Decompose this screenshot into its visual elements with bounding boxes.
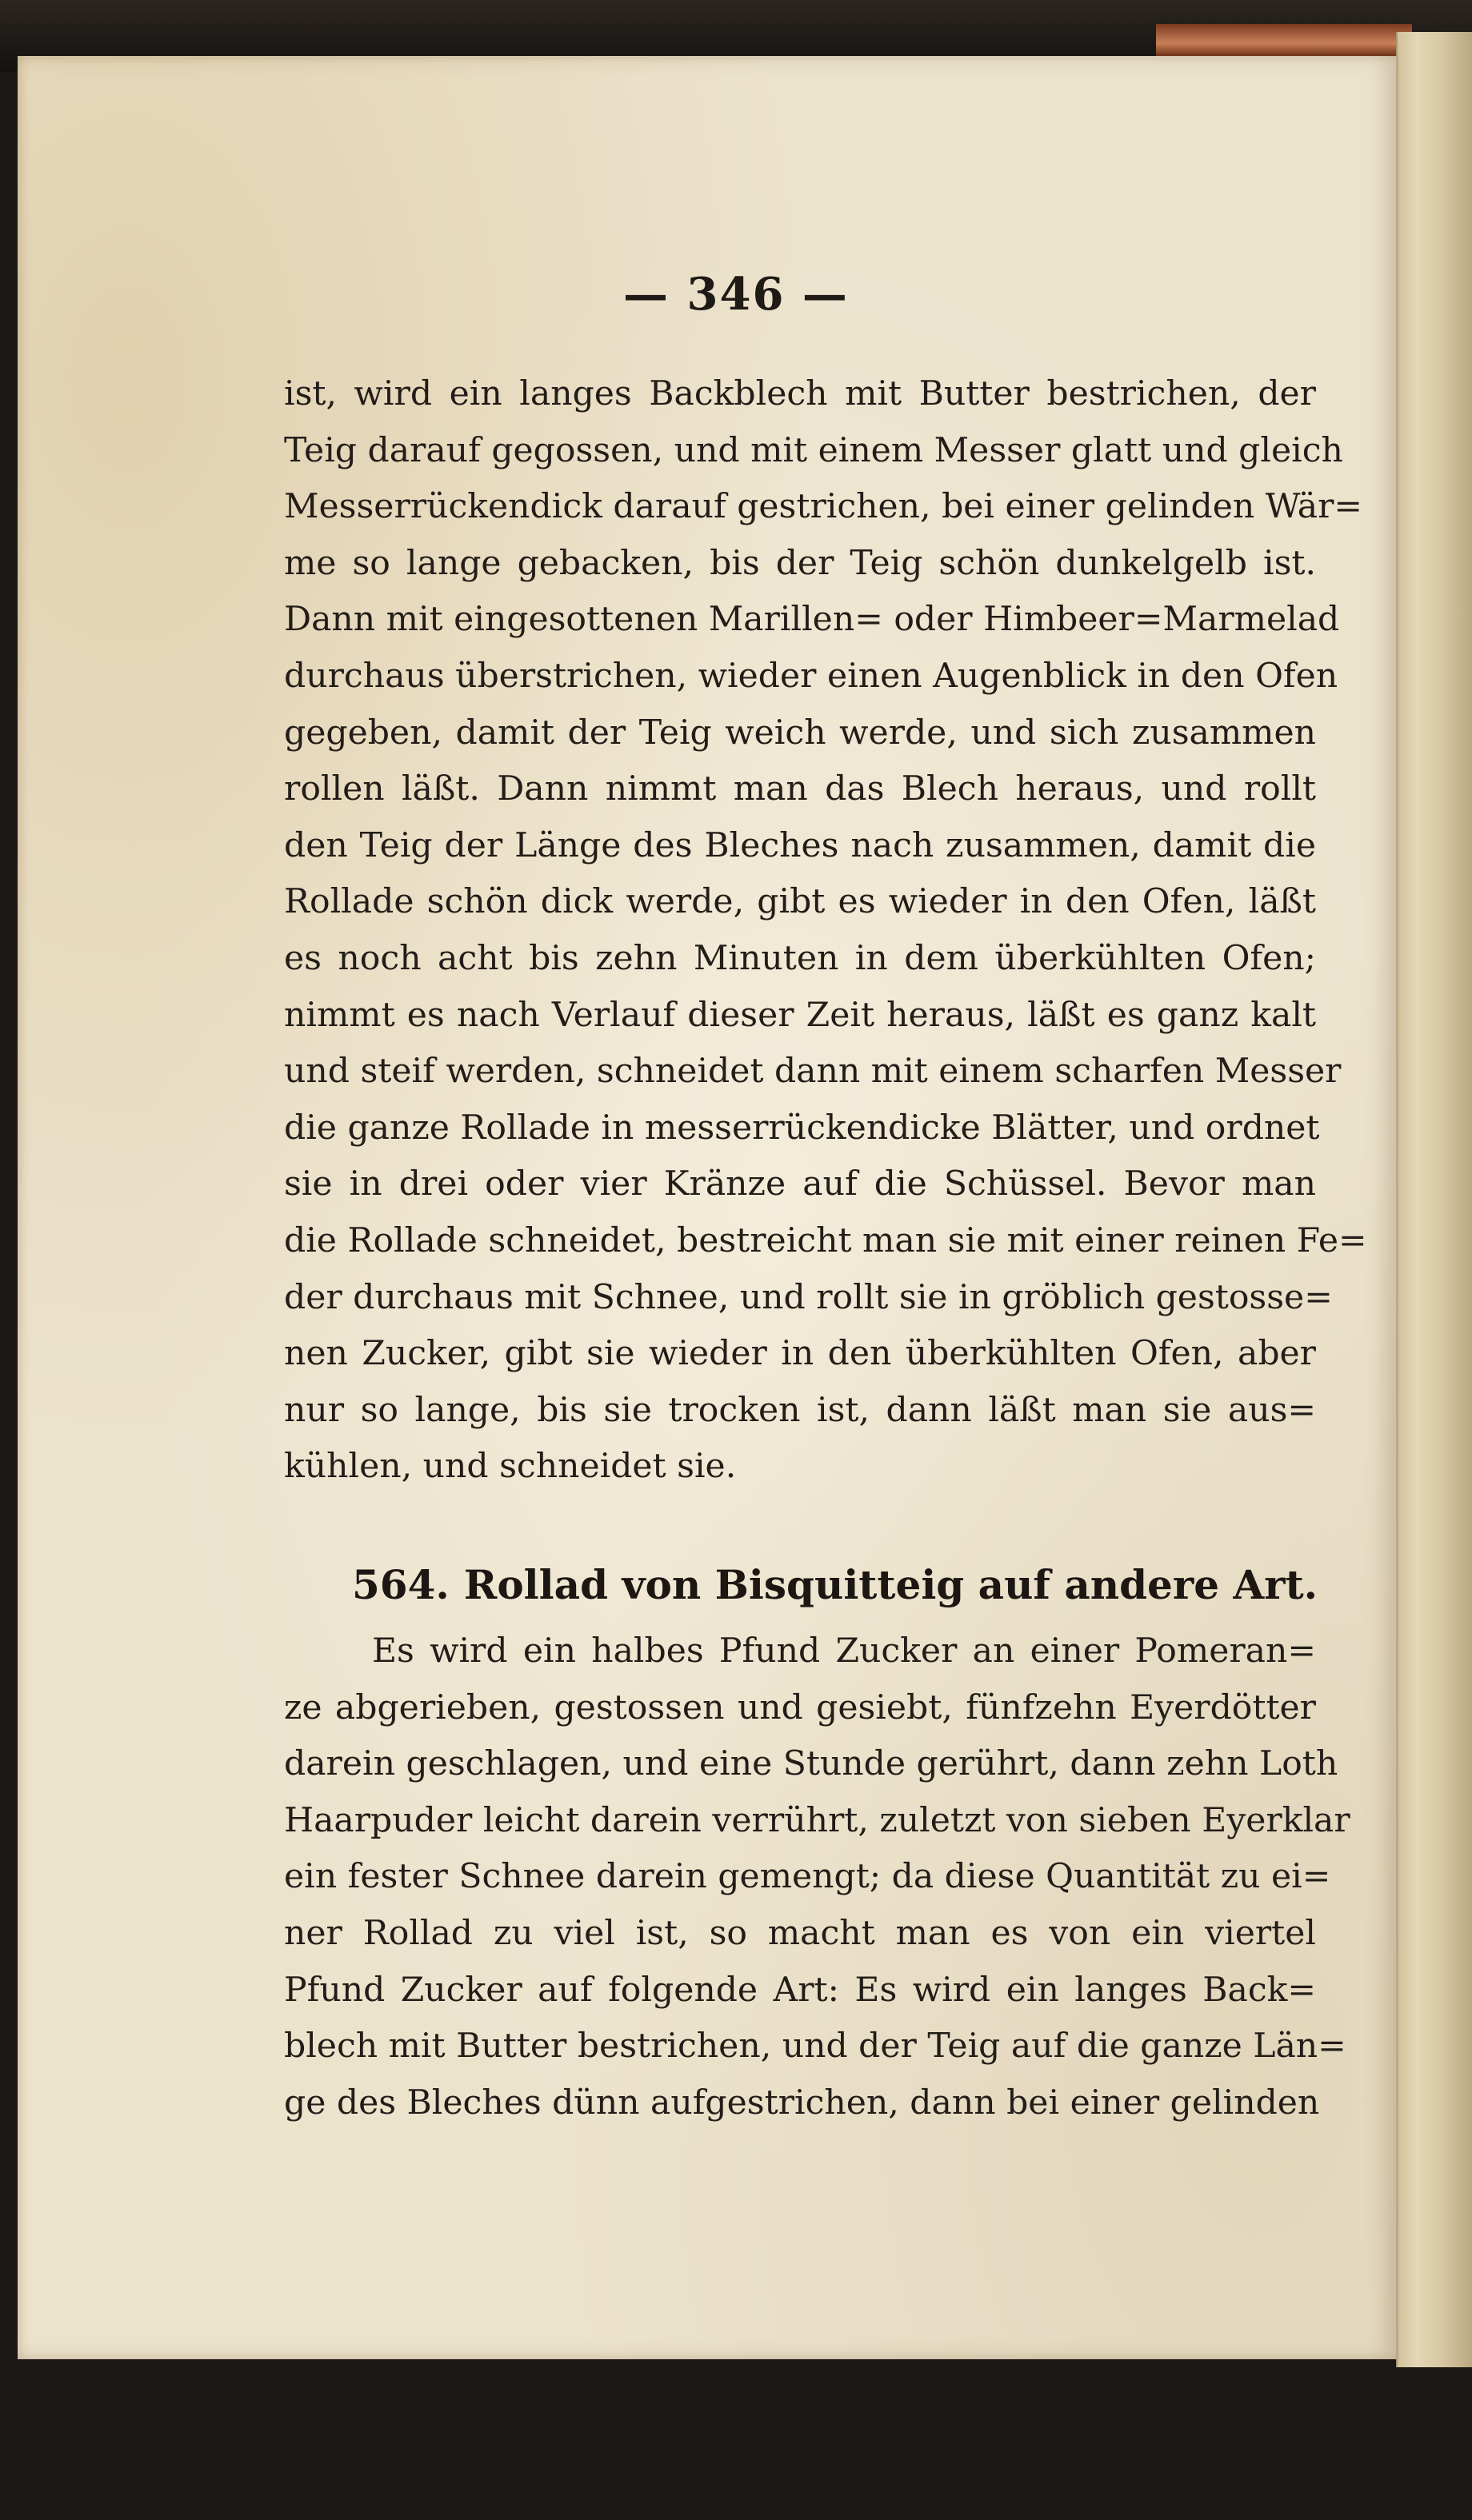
page-number: — 346 — — [623, 268, 849, 321]
text-line: durchaus überstrichen, wieder einen Augenblick in den Ofen — [284, 656, 1338, 696]
text-line: gegeben, damit der Teig weich werde, und sich zusammen — [284, 713, 1316, 753]
text-line: darein geschlagen, und eine Stunde gerührt, dann zehn Loth — [284, 1744, 1338, 1784]
text-line: es noch acht bis zehn Minuten in dem überkühlten Ofen; — [284, 938, 1316, 978]
text-line: ist, wird ein langes Backblech mit Butter bestrichen, der — [284, 374, 1316, 413]
text-line: und steif werden, schneidet dann mit einem scharfen Messer — [284, 1052, 1342, 1092]
text-line: nen Zucker, gibt sie wieder in den überkühlten Ofen, aber — [284, 1334, 1316, 1374]
book-binding-edge — [1156, 24, 1412, 56]
text-line: nimmt es nach Verlauf dieser Zeit heraus, läßt es ganz kalt — [284, 995, 1316, 1035]
text-line: blech mit Butter bestrichen, und der Teig auf die ganze Län= — [284, 2027, 1346, 2067]
body-text — [284, 366, 1367, 1496]
text-line: die Rollade schneidet, bestreicht man sie mit einer reinen Fe= — [284, 1220, 1367, 1260]
text-line: Messerrückendick darauf gestrichen, bei einer gelinden Wär= — [284, 487, 1363, 527]
text-line: me so lange gebacken, bis der Teig schön dunkelgelb ist. — [284, 543, 1316, 583]
text-line: nur so lange, bis sie trocken ist, dann läßt man sie aus= — [284, 1390, 1316, 1430]
text-line: Teig darauf gegossen, und mit einem Messer glatt und gleich — [284, 430, 1343, 470]
recipe-number: 564. — [352, 1561, 450, 1608]
text-line: die ganze Rollade in messerrückendicke Blätter, und ordnet — [284, 1108, 1320, 1148]
text-line: Es wird ein halbes Pfund Zucker an einer Pomeran= — [372, 1631, 1316, 1671]
text-line: ge des Bleches dünn aufgestrichen, dann bei einer gelinden — [284, 2083, 1320, 2123]
text-line: Rollade schön dick werde, gibt es wieder in den Ofen, läßt — [284, 882, 1316, 922]
text-line: Haarpuder leicht darein verrührt, zuletzt von sieben Eyerklar — [284, 1800, 1350, 1840]
text-line: der durchaus mit Schnee, und rollt sie in gröblich gestosse= — [284, 1277, 1333, 1317]
text-line: ner Rollad zu viel ist, so macht man es von ein viertel — [284, 1913, 1316, 1953]
text-line: Dann mit eingesottenen Marillen= oder Himbeer=Marmelad — [284, 600, 1340, 640]
text-line: rollen läßt. Dann nimmt man das Blech heraus, und rollt — [284, 769, 1316, 809]
text-line: Pfund Zucker auf folgende Art: Es wird ein langes Back= — [284, 1970, 1316, 2010]
recipe-title: Rollad von Bisquitteig auf andere Art. — [463, 1561, 1318, 1608]
text-line: sie in drei oder vier Kränze auf die Schüssel. Bevor man — [284, 1164, 1316, 1204]
text-line: ze abgerieben, gestossen und gesiebt, fünfzehn Eyerdötter — [284, 1687, 1316, 1727]
text-line: kühlen, und schneidet sie. — [284, 1447, 737, 1487]
book-page-edges — [1396, 32, 1472, 2367]
recipe-text — [284, 1623, 1350, 2131]
text-line: den Teig der Länge des Bleches nach zusammen, damit die — [284, 825, 1316, 865]
text-line: ein fester Schnee darein gemengt; da diese Quantität zu ei= — [284, 1857, 1331, 1897]
recipe-heading — [352, 1552, 1318, 1619]
